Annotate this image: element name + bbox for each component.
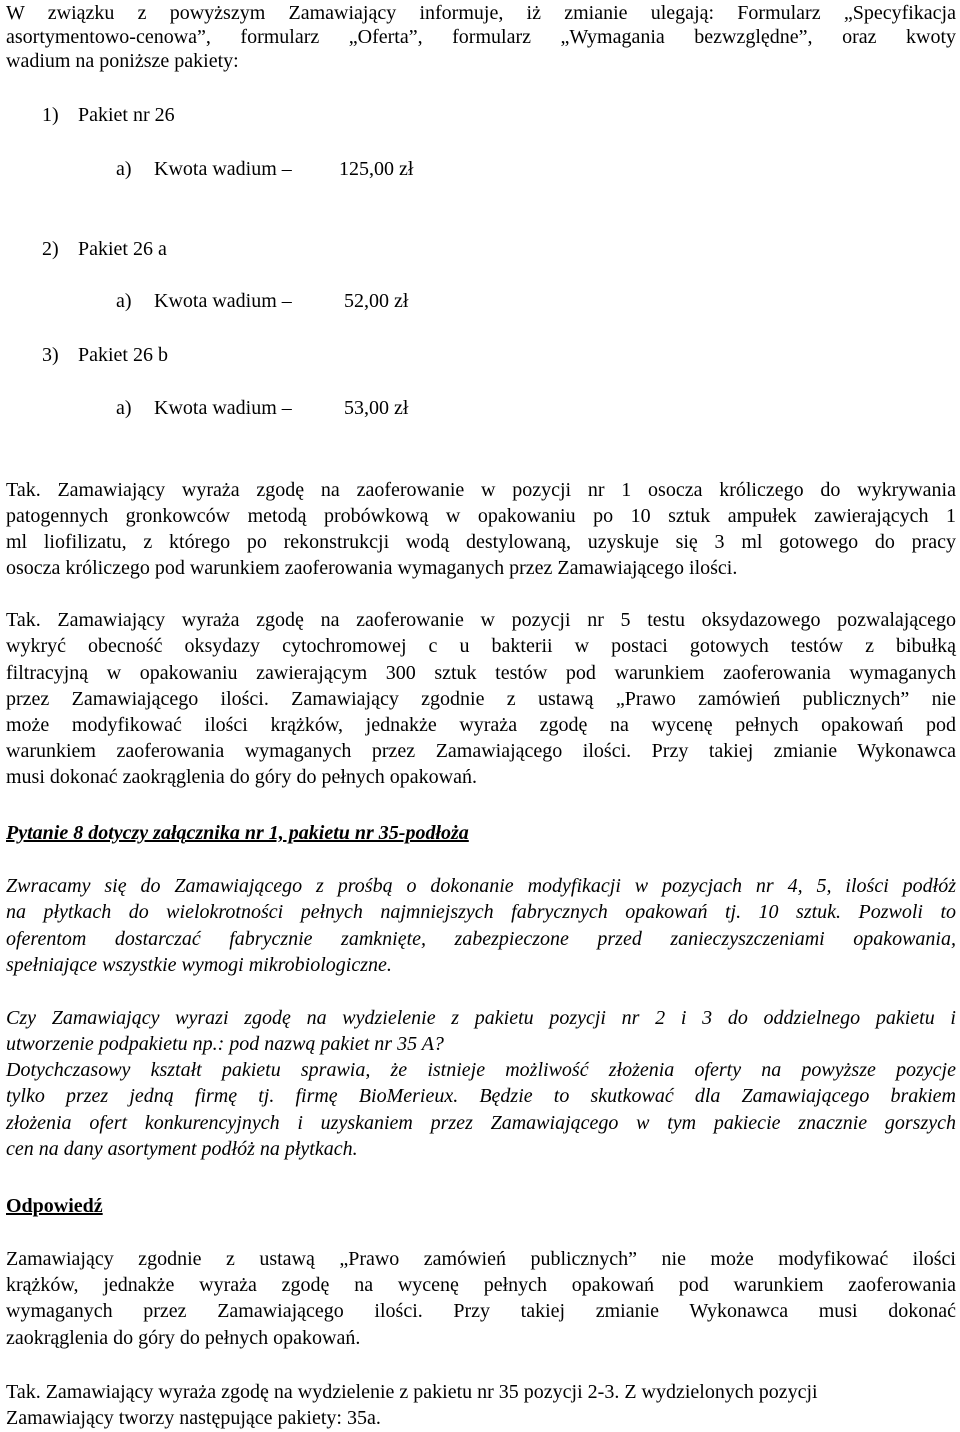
para1-line-4: osocza króliczego pod warunkiem zaoferowania wymaganych przez Zamawiającego ilości. — [6, 557, 738, 579]
package-1-label: Kwota wadium – — [154, 158, 292, 180]
package-3-sub: a) — [116, 397, 132, 419]
para1-line-2: patogennych gronkowców metodą probówkową w opakowaniu po 10 sztuk ampułek zawierających 1 — [6, 505, 956, 527]
question2-line-3: Dotychczasowy kształt pakietu sprawia, że istnieje możliwość złożenia oferty na powyższe pozycje — [6, 1059, 956, 1081]
intro-line-1: W związku z powyższym Zamawiający informuje, iż zmianie ulegają: Formularz „Specyfikacja — [6, 2, 956, 24]
intro-line-3: wadium na poniższe pakiety: — [6, 50, 239, 72]
para2-line-2: wykryć obecność oksydazy cytochromowej c u bakterii w postaci gotowych testów z bibułką — [6, 635, 956, 657]
para2-line-7: musi dokonać zaokrąglenia do góry do pełnych opakowań. — [6, 766, 477, 788]
para2-line-3: filtracyjną w opakowaniu zawierającym 300 sztuk testów pod warunkiem zaoferowania wymaganych — [6, 662, 956, 684]
para2-line-6: warunkiem zaoferowania wymaganych przez Zamawiającego ilości. Przy takiej zmianie Wykonawca — [6, 740, 956, 762]
question2-line-5: złożenia ofert konkurencyjnych i uzyskaniem przez Zamawiającego w tym pakiecie znacznie gorszych — [6, 1112, 956, 1134]
para1-line-1: Tak. Zamawiający wyraża zgodę na zaoferowanie w pozycji nr 1 osocza króliczego do wykrywania — [6, 479, 956, 501]
package-3-label: Kwota wadium – — [154, 397, 292, 419]
para2-line-4: przez Zamawiającego ilości. Zamawiający zgodnie z ustawą „Prawo zamówień publicznych” nie — [6, 688, 956, 710]
answer1-line-3: wymaganych przez Zamawiającego ilości. Przy takiej zmianie Wykonawca musi dokonać — [6, 1300, 956, 1322]
answer1-line-4: zaokrąglenia do góry do pełnych opakowań. — [6, 1327, 361, 1349]
answer1-line-2: krążków, jednakże wyraża zgodę na wycenę pełnych opakowań pod warunkiem zaoferowania — [6, 1274, 956, 1296]
package-1-sub: a) — [116, 158, 132, 180]
answer2-line-1: Tak. Zamawiający wyraża zgodę na wydzielenie z pakietu nr 35 pozycji 2-3. Z wydzielonych pozycji — [6, 1381, 818, 1403]
question-heading: Pytanie 8 dotyczy załącznika nr 1, pakietu nr 35-podłoża — [6, 822, 469, 844]
question1-line-1: Zwracamy się do Zamawiającego z prośbą o dokonanie modyfikacji w pozycjach nr 4, 5, ilości podłóż — [6, 875, 956, 897]
package-2-number: 2) — [42, 238, 59, 260]
para2-line-5: może modyfikować ilości krążków, jednakże wyraża zgodę na wycenę pełnych opakowań pod — [6, 714, 956, 736]
answer2-line-2: Zamawiający tworzy następujące pakiety: 35a. — [6, 1407, 381, 1429]
answer1-line-1: Zamawiający zgodnie z ustawą „Prawo zamówień publicznych” nie może modyfikować ilości — [6, 1248, 956, 1270]
question1-line-3: oferentom dostarczać fabrycznie zamknięte, zabezpieczone przed zanieczyszczeniami opakowania, — [6, 928, 956, 950]
question1-line-4: spełniające wszystkie wymogi mikrobiologiczne. — [6, 954, 392, 976]
intro-line-2: asortymentowo-cenowa”, formularz „Oferta”, formularz „Wymagania bezwzględne”, oraz kwoty — [6, 26, 956, 48]
package-1-number: 1) — [42, 104, 59, 126]
para2-line-1: Tak. Zamawiający wyraża zgodę na zaoferowanie w pozycji nr 5 testu oksydazowego pozwalającego — [6, 609, 956, 631]
question2-line-6: cen na dany asortyment podłóż na płytkach. — [6, 1138, 358, 1160]
package-1-name: Pakiet nr 26 — [78, 104, 175, 126]
package-3-amount: 53,00 zł — [344, 397, 409, 419]
question1-line-2: na płytkach do wielokrotności pełnych najmniejszych fabrycznych opakowań tj. 10 sztuk. Pozwoli to — [6, 901, 956, 923]
package-2-label: Kwota wadium – — [154, 290, 292, 312]
question2-line-2: utworzenie podpakietu np.: pod nazwą pakiet nr 35 A? — [6, 1033, 444, 1055]
package-1-amount: 125,00 zł — [339, 158, 414, 180]
para1-line-3: ml liofilizatu, z którego po rekonstrukcji wodą destylowaną, uzyskuje się 3 ml gotowego do pracy — [6, 531, 956, 553]
package-3-name: Pakiet 26 b — [78, 344, 168, 366]
package-2-name: Pakiet 26 a — [78, 238, 167, 260]
package-3-number: 3) — [42, 344, 59, 366]
package-2-sub: a) — [116, 290, 132, 312]
answer-heading: Odpowiedź — [6, 1195, 103, 1217]
package-2-amount: 52,00 zł — [344, 290, 409, 312]
question2-line-4: tylko przez jedną firmę tj. firmę BioMerieux. Będzie to skutkować dla Zamawiającego brakiem — [6, 1085, 956, 1107]
question2-line-1: Czy Zamawiający wyrazi zgodę na wydzielenie z pakietu pozycji nr 2 i 3 do oddzielnego pakietu i — [6, 1007, 956, 1029]
